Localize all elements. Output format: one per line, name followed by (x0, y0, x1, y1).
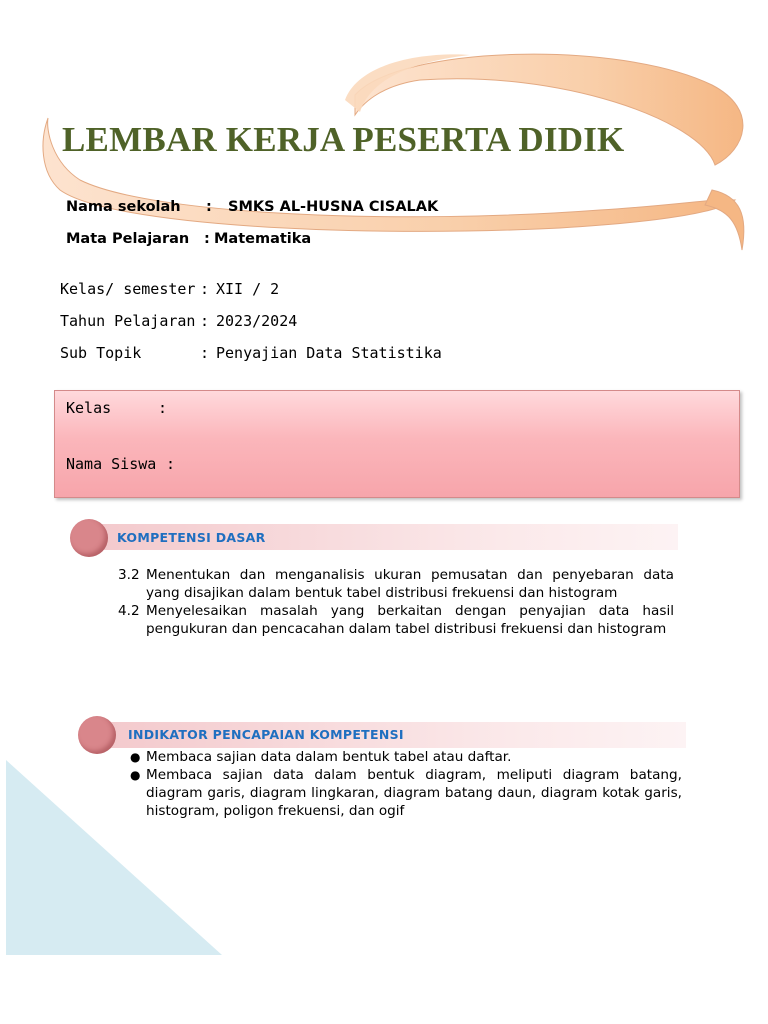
info-value: XII / 2 (216, 280, 280, 298)
indikator-list (130, 748, 682, 820)
indikator-text: Membaca sajian data dalam bentuk diagram, meliputi diagram batang, diagram garis, diagram lingkaran, diagram batang daun, diagram kotak garis, histogram, poligon frekuensi, dan ogif (146, 767, 682, 819)
info-sep: : (200, 312, 210, 330)
info-value: Penyajian Data Statistika (216, 344, 442, 362)
student-identity-box (54, 390, 740, 498)
info-label: Sub Topik (60, 344, 142, 362)
list-item (118, 602, 674, 638)
kd-list (118, 566, 674, 638)
kelas-row (66, 399, 167, 417)
list-item (130, 748, 682, 766)
info-value: 2023/2024 (216, 312, 298, 330)
indikator-heading: INDIKATOR PENCAPAIAN KOMPETENSI (128, 727, 404, 742)
info-sep: : (200, 280, 210, 298)
info-sep: : (200, 344, 210, 362)
nama-siswa-row (66, 455, 175, 473)
nama-siswa-label: Nama Siswa (66, 455, 157, 473)
info-label: Nama sekolah (66, 199, 181, 215)
kd-text: Menentukan dan menganalisis ukuran pemusatan dan penyebaran data yang disajikan dalam bentuk tabel distribusi frekuensi dan histogram (146, 567, 674, 601)
kd-heading-circle (70, 519, 108, 557)
info-label: Tahun Pelajaran (60, 312, 196, 330)
info-label: Mata Pelajaran (66, 231, 190, 247)
info-tahun-pelajaran (60, 312, 297, 330)
info-sep: : (204, 231, 210, 247)
list-item (118, 566, 674, 602)
kd-text: Menyelesaikan masalah yang berkaitan dengan penyajian data hasil pengukuran dan pencacahan dalam tabel distribusi frekuensi dan histogram (146, 603, 674, 637)
kd-heading: KOMPETENSI DASAR (117, 530, 266, 545)
info-mata-pelajaran (66, 231, 311, 247)
info-sep: : (206, 199, 212, 215)
bullet-icon: ● (130, 750, 141, 764)
info-value: SMKS AL-HUSNA CISALAK (228, 199, 439, 215)
indikator-heading-circle (78, 716, 116, 754)
info-nama-sekolah (66, 199, 438, 215)
kd-number: 3.2 (118, 567, 140, 583)
page-title: LEMBAR KERJA PESERTA DIDIK (62, 120, 625, 159)
info-label: Kelas/ semester (60, 280, 196, 298)
swoosh-right (705, 190, 744, 250)
nama-siswa-sep: : (166, 455, 176, 473)
list-item (130, 766, 682, 820)
kelas-sep: : (158, 399, 168, 417)
info-sub-topik (60, 344, 442, 362)
kd-number: 4.2 (118, 603, 140, 619)
info-kelas-semester (60, 280, 279, 298)
kelas-label: Kelas (66, 399, 112, 417)
indikator-text: Membaca sajian data dalam bentuk tabel atau daftar. (146, 749, 512, 765)
info-value: Matematika (214, 231, 312, 247)
bullet-icon: ● (130, 768, 141, 782)
